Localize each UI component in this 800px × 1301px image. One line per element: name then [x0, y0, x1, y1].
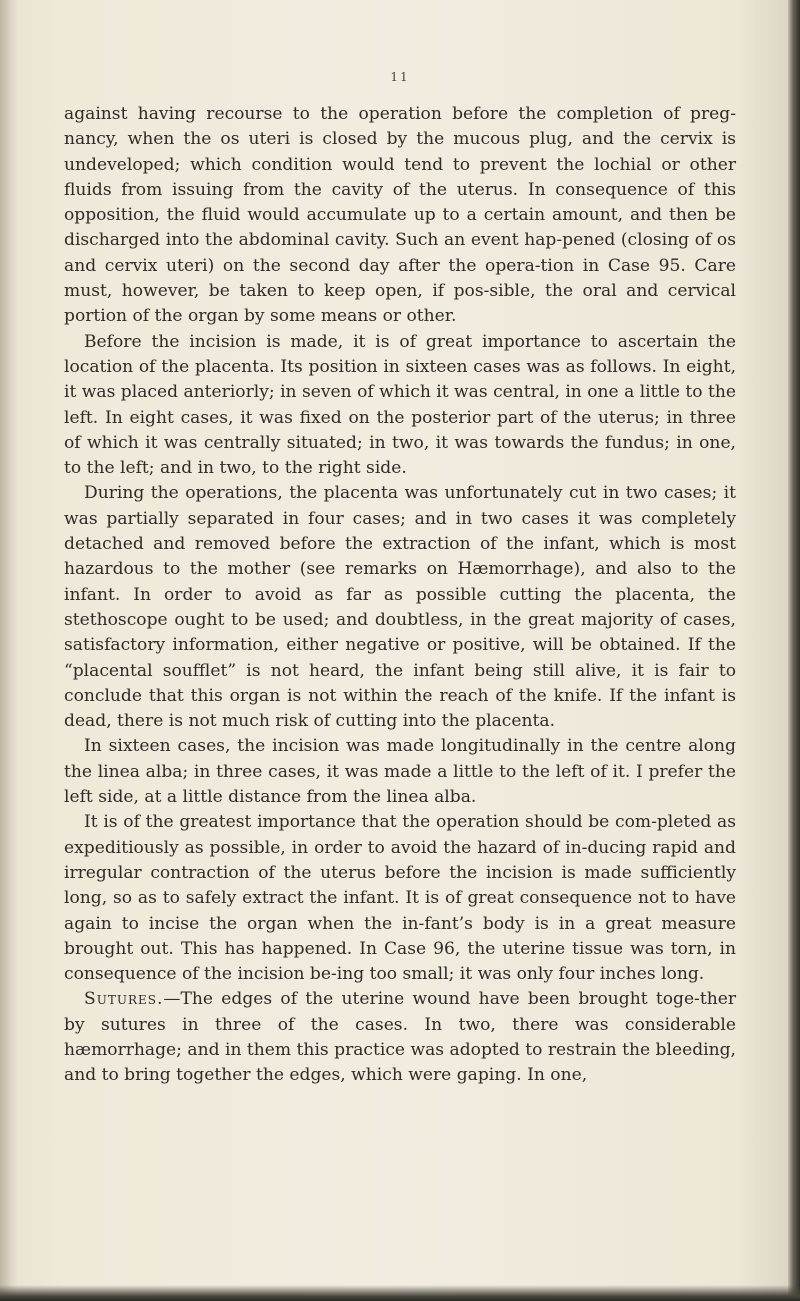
body-text — [64, 102, 736, 1089]
sutures-text: —The edges of the uterine wound have been brought toge-ther by sutures in three of the cases. In two, there was considerable hæmorrhage; and in them this practice was adopted to restrain the bleeding, and to bring together the edges, which were gaping. In one, — [64, 989, 736, 1086]
paragraph-incision-site: In sixteen cases, the incision was made longitudinally in the centre along the linea alba; in three cases, it was made a little to the left of it. I prefer the left side, at a little distance from the linea alba. — [64, 736, 736, 808]
paragraph-operation-timing: against having recourse to the operation before the completion of preg-nancy, when the os uteri is closed by the mucous plug, and the cervix is undeveloped; which condition would tend to prevent the lochial or other fluids from issuing from the cavity of the uterus. In consequence of this opposition, the fluid would accumulate up to a certain amount, and then be discharged into the abdominal cavity. Such an event hap-pened (closing of os and cervix uteri) on the second day after the opera-tion in Case 95. Care must, however, be taken to keep open, if pos-sible, the oral and cervical portion of the organ by some means or other. — [64, 104, 736, 327]
paragraph-placenta-cut: During the operations, the placenta was unfortunately cut in two cases; it was partially separated in four cases; and in two cases it was completely detached and removed before the extraction of the infant, which is most hazardous to the mother (see remarks on Hæmorrhage), and also to the infant. In order to avoid as far as possible cutting the placenta, the stethoscope ought to be used; and doubtless, in the great majority of cases, satisfactory information, either negative or positive, will be obtained. If the “placental soufflet” is not heard, the infant being still alive, it is fair to conclude that this organ is not within the reach of the knife. If the infant is dead, there is not much risk of cutting into the placenta. — [64, 483, 736, 732]
paragraph-expeditious-operation: It is of the greatest importance that the operation should be com-pleted as expeditiously as possible, in order to avoid the hazard of in-ducing rapid and irregular contraction of the uterus before the incision is made sufficiently long, so as to safely extract the infant. It is of great consequence not to have again to incise the organ when the in-fant’s body is in a great measure brought out. This has happened. In Case 96, the uterine tissue was torn, in consequence of the incision be-ing too small; it was only four inches long. — [64, 812, 736, 985]
sutures-heading: Sutures. — [84, 989, 164, 1010]
page-left-shadow — [0, 0, 18, 1301]
binding-edge — [788, 0, 800, 1301]
paragraph-sutures — [64, 987, 736, 1088]
page-bottom-edge — [0, 1285, 800, 1301]
page-number: 11 — [390, 70, 410, 84]
paragraph-placenta-location: Before the incision is made, it is of great importance to ascertain the location of the placenta. Its position in sixteen cases was as follows. In eight, it was placed anteriorly; in seven of which it was central, in one a little to the left. In eight cases, it was fixed on the posterior part of the uterus; in three of which it was centrally situated; in two, it was towards the fundus; in one, to the left; and in two, to the right side. — [64, 331, 736, 479]
